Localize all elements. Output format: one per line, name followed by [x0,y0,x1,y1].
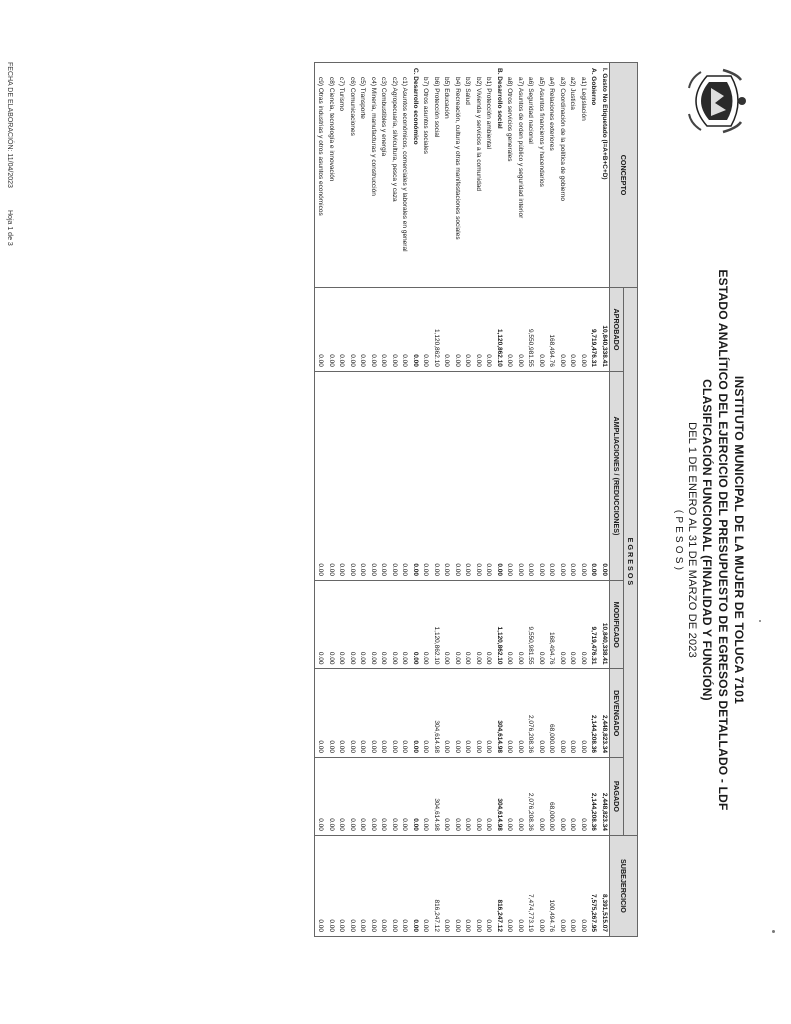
column-header-devengado: DEVENGADO [610,669,624,757]
cell-ampliaciones: 0.00 [336,371,347,580]
cell-modificado: 0.00 [347,581,358,669]
cell-modificado: 0.00 [420,581,431,669]
cell-aprobado: 9,550,981.55 [525,288,536,372]
cell-ampliaciones: 0.00 [567,371,578,580]
report-title: ESTADO ANALÍTICO DEL EJERCICIO DEL PRESUPUESTO DE EGRESOS DETALLADO - LDF [716,269,730,811]
column-header-modificado: MODIFICADO [610,581,624,669]
cell-devengado: 0.00 [515,669,526,757]
cell-modificado: 10,840,338.41 [599,581,610,669]
table-row [357,63,368,937]
cell-aprobado: 0.00 [504,288,515,372]
cell-aprobado: 1,120,862.10 [431,288,442,372]
cell-devengado: 0.00 [357,669,368,757]
page-number: Hoja 1 de 3 [6,210,13,246]
cell-subejercicio: 0.00 [452,835,463,936]
cell-ampliaciones: 0.00 [378,371,389,580]
institution-title: INSTITUTO MUNICIPAL DE LA MUJER DE TOLUCA 7101 [732,375,746,705]
cell-aprobado: 0.00 [378,288,389,372]
cell-pagado: 0.00 [410,757,421,835]
row-concept: b4) Recreación, cultura y otras manifestaciones sociales [452,63,463,288]
cell-subejercicio: 0.00 [462,835,473,936]
cell-pagado: 2,448,823.34 [599,757,610,835]
cell-modificado: 9,719,476.31 [588,581,599,669]
cell-modificado: 0.00 [515,581,526,669]
classification-title: CLASIFICACIÓN FUNCIONAL (FINALIDAD Y FUNCIÓN) [700,379,714,701]
cell-devengado: 0.00 [347,669,358,757]
table-row [347,63,358,937]
cell-pagado: 0.00 [473,757,484,835]
cell-pagado: 0.00 [452,757,463,835]
cell-devengado: 304,614.98 [494,669,505,757]
currency-label: ( P E S O S ) [673,509,684,571]
cell-modificado: 0.00 [368,581,379,669]
cell-devengado: 0.00 [473,669,484,757]
row-concept: a5) Asuntos financieros y hacendarios [536,63,547,288]
cell-devengado: 0.00 [483,669,494,757]
column-header-aprobado: APROBADO [610,288,624,372]
row-concept: c9) Otras industrias y otros asuntos económicos [315,63,326,288]
cell-aprobado: 168,494.76 [546,288,557,372]
cell-modificado: 9,550,981.55 [525,581,536,669]
cell-ampliaciones: 0.00 [494,371,505,580]
row-concept: c7) Turismo [336,63,347,288]
cell-ampliaciones: 0.00 [483,371,494,580]
cell-aprobado: 0.00 [326,288,337,372]
cell-devengado: 0.00 [420,669,431,757]
cell-pagado: 0.00 [515,757,526,835]
cell-subejercicio: 0.00 [515,835,526,936]
cell-aprobado: 0.00 [567,288,578,372]
table-row [525,63,536,937]
cell-modificado: 0.00 [378,581,389,669]
cell-devengado: 0.00 [368,669,379,757]
table-row [452,63,463,937]
cell-aprobado: 0.00 [315,288,326,372]
cell-ampliaciones: 0.00 [515,371,526,580]
cell-devengado: 2,144,208.36 [588,669,599,757]
row-concept: a6) Seguridad nacional [525,63,536,288]
table-row [420,63,431,937]
row-concept: c8) Ciencia, tecnología e innovación [326,63,337,288]
cell-pagado: 0.00 [347,757,358,835]
row-concept: b6) Protección social [431,63,442,288]
cell-pagado: 304,614.98 [494,757,505,835]
cell-ampliaciones: 0.00 [546,371,557,580]
table-row [567,63,578,937]
cell-aprobado: 0.00 [357,288,368,372]
cell-modificado: 0.00 [504,581,515,669]
table-row [546,63,557,937]
cell-ampliaciones: 0.00 [578,371,589,580]
cell-subejercicio: 0.00 [315,835,326,936]
table-row [504,63,515,937]
cell-ampliaciones: 0.00 [504,371,515,580]
table-row [441,63,452,937]
column-header-ampliaciones: AMPLIACIONES / (REDUCCIONES) [610,371,624,580]
cell-subejercicio: 0.00 [578,835,589,936]
cell-devengado: 0.00 [326,669,337,757]
table-row [368,63,379,937]
cell-ampliaciones: 0.00 [368,371,379,580]
cell-subejercicio: 0.00 [420,835,431,936]
cell-devengado: 0.00 [336,669,347,757]
row-concept: b7) Otros asuntos sociales [420,63,431,288]
table-row [315,63,326,937]
cell-devengado: 0.00 [567,669,578,757]
cell-modificado: 0.00 [315,581,326,669]
cell-pagado: 0.00 [567,757,578,835]
cell-aprobado: 0.00 [336,288,347,372]
cell-aprobado: 0.00 [368,288,379,372]
cell-devengado: 2,076,208.36 [525,669,536,757]
row-concept: c5) Transporte [357,63,368,288]
cell-devengado: 0.00 [315,669,326,757]
cell-pagado: 0.00 [336,757,347,835]
cell-devengado: 0.00 [557,669,568,757]
cell-devengado: 0.00 [536,669,547,757]
cell-ampliaciones: 0.00 [536,371,547,580]
cell-pagado: 0.00 [357,757,368,835]
row-concept: a2) Justicia [567,63,578,288]
cell-modificado: 0.00 [483,581,494,669]
cell-aprobado: 0.00 [420,288,431,372]
cell-devengado: 0.00 [504,669,515,757]
table-row [536,63,547,937]
cell-subejercicio: 0.00 [389,835,400,936]
cell-subejercicio: 0.00 [410,835,421,936]
cell-modificado: 0.00 [389,581,400,669]
table-row [389,63,400,937]
municipal-logo [681,68,751,134]
row-concept: a1) Legislación [578,63,589,288]
row-concept: I. Gasto No Etiquetado (I=A+B+C+D) [599,63,610,288]
cell-devengado: 0.00 [399,669,410,757]
cell-aprobado: 9,719,476.31 [588,288,599,372]
row-concept: b5) Educación [441,63,452,288]
cell-ampliaciones: 0.00 [315,371,326,580]
table-row [557,63,568,937]
cell-modificado: 0.00 [452,581,463,669]
cell-modificado: 0.00 [441,581,452,669]
cell-ampliaciones: 0.00 [441,371,452,580]
cell-pagado: 2,076,208.36 [525,757,536,835]
cell-subejercicio: 0.00 [504,835,515,936]
cell-subejercicio: 0.00 [536,835,547,936]
egresos-group-header: E G R E S O S [624,288,638,836]
scan-speck [772,930,775,933]
cell-aprobado: 1,120,862.10 [494,288,505,372]
row-concept: b3) Salud [462,63,473,288]
cell-devengado: 0.00 [441,669,452,757]
cell-ampliaciones: 0.00 [410,371,421,580]
cell-subejercicio: 816,247.12 [494,835,505,936]
elaboration-date: FECHA DE ELABORACIÓN: 11/04/2023 [6,62,13,188]
cell-pagado: 0.00 [441,757,452,835]
cell-pagado: 0.00 [326,757,337,835]
budget-table [314,62,638,937]
cell-subejercicio: 0.00 [357,835,368,936]
cell-aprobado: 0.00 [536,288,547,372]
cell-pagado: 0.00 [536,757,547,835]
cell-subejercicio: 8,391,515.07 [599,835,610,936]
cell-subejercicio: 7,575,267.95 [588,835,599,936]
cell-ampliaciones: 0.00 [420,371,431,580]
cell-pagado: 0.00 [420,757,431,835]
cell-aprobado: 0.00 [515,288,526,372]
row-concept: B. Desarrollo social [494,63,505,288]
cell-pagado: 0.00 [504,757,515,835]
cell-devengado: 2,448,823.34 [599,669,610,757]
row-concept: c1) Asuntos económicos, comerciales y laborales en general [399,63,410,288]
table-row [483,63,494,937]
cell-devengado: 0.00 [389,669,400,757]
cell-aprobado: 0.00 [557,288,568,372]
cell-modificado: 0.00 [536,581,547,669]
cell-modificado: 0.00 [473,581,484,669]
cell-ampliaciones: 0.00 [557,371,568,580]
cell-aprobado: 0.00 [389,288,400,372]
table-row [494,63,505,937]
cell-aprobado: 0.00 [578,288,589,372]
row-concept: c6) Comunicaciones [347,63,358,288]
cell-aprobado: 0.00 [441,288,452,372]
cell-pagado: 0.00 [399,757,410,835]
cell-aprobado: 0.00 [473,288,484,372]
cell-ampliaciones: 0.00 [357,371,368,580]
cell-pagado: 304,614.98 [431,757,442,835]
cell-devengado: 304,614.98 [431,669,442,757]
cell-pagado: 0.00 [557,757,568,835]
cell-devengado: 0.00 [578,669,589,757]
cell-subejercicio: 0.00 [567,835,578,936]
cell-subejercicio: 0.00 [336,835,347,936]
row-concept: b2) Vivienda y servicios a la comunidad [473,63,484,288]
table-row [336,63,347,937]
cell-modificado: 0.00 [336,581,347,669]
cell-ampliaciones: 0.00 [588,371,599,580]
table-row [588,63,599,937]
row-concept: A. Gobierno [588,63,599,288]
cell-subejercicio: 0.00 [326,835,337,936]
cell-modificado: 0.00 [578,581,589,669]
cell-ampliaciones: 0.00 [389,371,400,580]
table-row [410,63,421,937]
table-row [326,63,337,937]
cell-ampliaciones: 0.00 [347,371,358,580]
row-concept: a3) Coordinación de la política de gobierno [557,63,568,288]
cell-pagado: 68,000.00 [546,757,557,835]
row-concept: c4) Minería, manufacturas y construcción [368,63,379,288]
table-row [599,63,610,937]
cell-subejercicio: 0.00 [378,835,389,936]
cell-devengado: 0.00 [410,669,421,757]
cell-ampliaciones: 0.00 [473,371,484,580]
cell-ampliaciones: 0.00 [431,371,442,580]
cell-pagado: 0.00 [462,757,473,835]
cell-modificado: 0.00 [462,581,473,669]
cell-ampliaciones: 0.00 [462,371,473,580]
row-concept: a8) Otros servicios generales [504,63,515,288]
cell-pagado: 0.00 [483,757,494,835]
cell-modificado: 1,120,862.10 [431,581,442,669]
cell-subejercicio: 0.00 [399,835,410,936]
cell-pagado: 0.00 [378,757,389,835]
scan-speck [759,620,761,622]
cell-devengado: 0.00 [462,669,473,757]
cell-subejercicio: 100,494.76 [546,835,557,936]
table-row [431,63,442,937]
cell-ampliaciones: 0.00 [452,371,463,580]
cell-subejercicio: 7,474,773.19 [525,835,536,936]
cell-ampliaciones: 0.00 [399,371,410,580]
column-header-subejercicio: SUBEJERCICIO [610,835,638,936]
cell-modificado: 0.00 [410,581,421,669]
cell-aprobado: 0.00 [347,288,358,372]
cell-subejercicio: 0.00 [347,835,358,936]
row-concept: b1) Protección ambiental [483,63,494,288]
cell-modificado: 168,494.76 [546,581,557,669]
cell-subejercicio: 816,247.12 [431,835,442,936]
cell-aprobado: 0.00 [452,288,463,372]
cell-subejercicio: 0.00 [441,835,452,936]
cell-subejercicio: 0.00 [557,835,568,936]
cell-devengado: 68,000.00 [546,669,557,757]
cell-ampliaciones: 0.00 [525,371,536,580]
cell-devengado: 0.00 [378,669,389,757]
cell-ampliaciones: 0.00 [599,371,610,580]
table-row [515,63,526,937]
row-concept: a4) Relaciones exteriores [546,63,557,288]
table-row [578,63,589,937]
cell-pagado: 0.00 [578,757,589,835]
cell-aprobado: 10,840,338.41 [599,288,610,372]
cell-devengado: 0.00 [452,669,463,757]
cell-modificado: 0.00 [326,581,337,669]
cell-aprobado: 0.00 [399,288,410,372]
cell-subejercicio: 0.00 [473,835,484,936]
row-concept: c2) Agropecuaria, silvicultura, pesca y caza [389,63,400,288]
table-row [399,63,410,937]
row-concept: C. Desarrollo económico [410,63,421,288]
concept-header: CONCEPTO [610,63,638,288]
cell-aprobado: 0.00 [483,288,494,372]
cell-pagado: 2,144,208.36 [588,757,599,835]
cell-pagado: 0.00 [368,757,379,835]
table-row [473,63,484,937]
cell-modificado: 0.00 [567,581,578,669]
cell-modificado: 0.00 [357,581,368,669]
period-label: DEL 1 DE ENERO AL 31 DE MARZO DE 2023 [686,422,698,658]
cell-pagado: 0.00 [315,757,326,835]
table-row [378,63,389,937]
cell-subejercicio: 0.00 [368,835,379,936]
cell-modificado: 1,120,862.10 [494,581,505,669]
cell-aprobado: 0.00 [462,288,473,372]
cell-subejercicio: 0.00 [483,835,494,936]
cell-modificado: 0.00 [399,581,410,669]
cell-aprobado: 0.00 [410,288,421,372]
cell-modificado: 0.00 [557,581,568,669]
row-concept: a7) Asuntos de orden público y seguridad interior [515,63,526,288]
table-row [462,63,473,937]
cell-ampliaciones: 0.00 [326,371,337,580]
row-concept: c3) Combustibles y energía [378,63,389,288]
column-header-pagado: PAGADO [610,757,624,835]
cell-pagado: 0.00 [389,757,400,835]
